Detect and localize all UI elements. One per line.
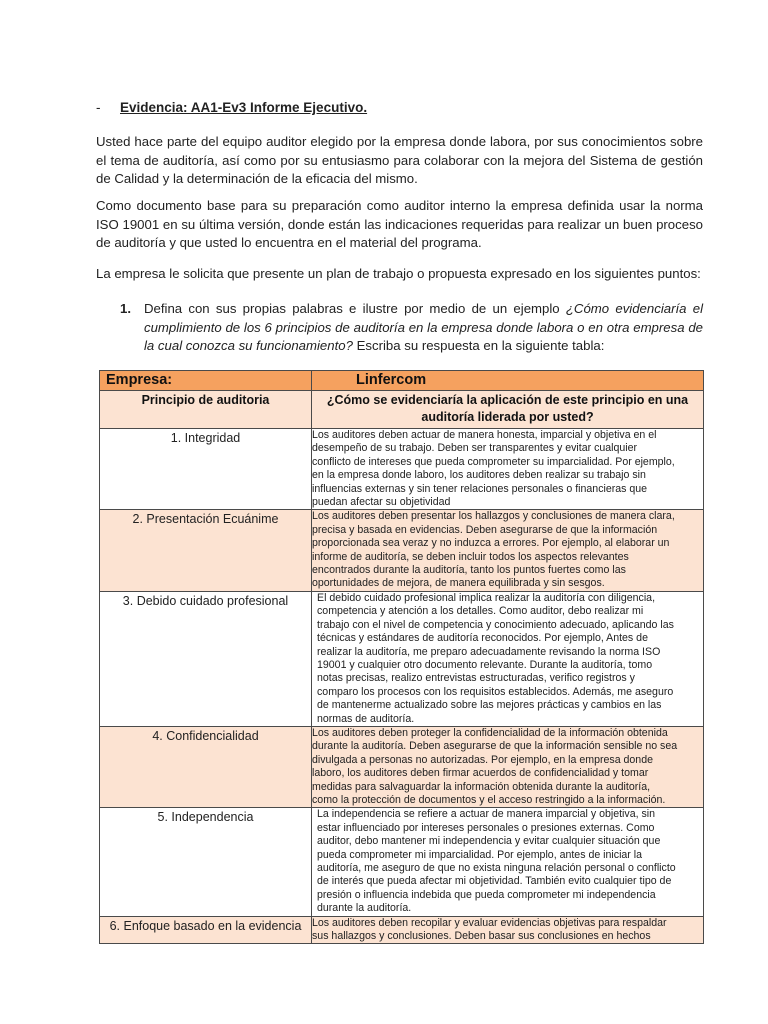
evidence-line: sus hallazgos y conclusiones. Deben basar sus conclusiones en hechos — [312, 930, 651, 943]
evidence-line: normas de auditoría. — [317, 712, 415, 725]
evidence-line: encontrados durante la auditoría, tanto los puntos fuertes como las — [312, 564, 626, 577]
table-row — [100, 429, 704, 510]
company-label: Empresa: — [106, 372, 173, 388]
table-row — [100, 916, 704, 944]
table-row — [100, 591, 704, 726]
table-row — [100, 510, 704, 591]
evidence-line: durante la auditoría. — [317, 902, 412, 915]
evidence-line: de mantenerme actualizado sobre las mejores prácticas y cambios en las — [317, 699, 662, 712]
evidence-cell — [312, 726, 704, 807]
evidence-heading — [96, 99, 367, 117]
evidence-line: competencia y atención a los detalles. Como auditor, debo realizar mi — [317, 605, 644, 618]
evidence-text — [312, 727, 703, 807]
evidence-header-cell — [312, 391, 704, 429]
principle-cell — [100, 591, 312, 726]
evidence-line: laboro, los auditores deben firmar acuerdos de confidencialidad y tomar — [312, 767, 649, 780]
evidence-line: realizar la auditoría, me preparo adecuadamente revisando la norma ISO — [317, 645, 661, 658]
item-text — [144, 300, 703, 356]
evidence-line: puedan afectar su objetividad — [312, 496, 451, 509]
item-lead: Defina con sus propias palabras e ilustre por medio de un ejemplo — [144, 301, 566, 316]
table-row — [100, 726, 704, 807]
evidence-cell — [312, 591, 704, 726]
item-number: 1. — [120, 301, 131, 316]
evidence-line: Los auditores deben proteger la confidencialidad de la información obtenida — [312, 726, 668, 739]
principle-cell — [100, 808, 312, 916]
principle-cell — [100, 726, 312, 807]
evidence-line: conflicto de intereses que pueda comprometer su imparcialidad. Por ejemplo, — [312, 455, 675, 468]
evidence-cell — [312, 429, 704, 510]
numbered-item-1 — [120, 300, 703, 356]
evidence-line: influencias externas y sin tener relaciones personales o financieras que — [312, 482, 648, 495]
principle-name: 6. Enfoque basado en la evidencia — [109, 918, 302, 933]
evidence-line: Los auditores deben actuar de manera honesta, imparcial y objetiva en el — [312, 429, 657, 441]
principle-name: 4. Confidencialidad — [152, 728, 259, 743]
intro-paragraph: Usted hace parte del equipo auditor elegido por la empresa donde labora, por sus conocimientos sobre el tema de auditoría, así como por su entusiasmo para colaborar con la mejora del Sistema de gestión de Calidad y la determinación de la eficacia del mismo. — [96, 134, 703, 186]
company-name: Linfercom — [356, 372, 427, 388]
company-name-cell — [312, 371, 704, 391]
evidence-line: como la protección de documentos y el acceso restringido a la información. — [312, 793, 666, 806]
evidence-line: de interés que pueda afectar mi objetividad. También evito cualquier tipo de — [317, 875, 672, 888]
evidence-line: comparo los procesos con los requisitos establecidos. Además, me aseguro — [317, 685, 674, 698]
item-question: ¿Cómo evidenciaría el cumplimiento de los 6 principios de auditoría en la empresa donde labora o en otra empresa de la cual conozca su funcionamiento? — [144, 301, 703, 353]
principles-table — [99, 370, 704, 944]
principle-name: 2. Presentación Ecuánime — [132, 512, 279, 527]
evidence-line: Los auditores deben presentar los hallazgos y conclusiones de manera clara, — [312, 510, 675, 523]
evidence-cell — [312, 916, 704, 944]
evidence-line: pueda comprometer mi imparcialidad. Por ejemplo, antes de iniciar la — [317, 848, 643, 861]
heading-bullet: - — [96, 100, 101, 115]
evidence-line: durante la auditoría. Deben asegurarse de que la información sensible no sea — [312, 740, 678, 753]
principle-name: 1. Integridad — [170, 431, 241, 445]
table-row — [100, 808, 704, 916]
evidence-line: oportunidades de mejora, de manera equilibrada y sin sesgos. — [312, 577, 605, 590]
evidence-column-header: ¿Cómo se evidenciaría la aplicación de este principio en una auditoría liderada por usted? — [326, 393, 689, 424]
evidence-line: La independencia se refiere a actuar de manera imparcial y objetiva, sin — [317, 808, 656, 821]
evidence-cell — [312, 808, 704, 916]
evidence-line: auditoría, me aseguro de que no exista ninguna relación personal o conflicto — [317, 862, 676, 874]
evidence-text — [312, 808, 703, 915]
principle-cell — [100, 429, 312, 510]
company-label-cell — [100, 371, 312, 391]
principle-column-header: Principio de auditoria — [141, 393, 270, 407]
evidence-line: presión o influencia indebida que pueda comprometer mi independencia — [317, 888, 656, 901]
request-paragraph: La empresa le solicita que presente un plan de trabajo o propuesta expresado en los siguientes puntos: — [96, 266, 701, 281]
evidence-line: 19001 y cualquier otro documento relevante. Durante la auditoría, tomo — [317, 658, 653, 671]
evidence-title: Evidencia: AA1-Ev3 Informe Ejecutivo. — [120, 100, 368, 115]
evidence-line: desempeño de su trabajo. Deben ser transparentes y evitar cualquier — [312, 442, 638, 455]
evidence-text — [312, 510, 703, 590]
principle-header-cell — [100, 391, 312, 429]
principle-name: 5. Independencia — [157, 810, 254, 825]
evidence-line: en la empresa donde laboro, los auditores deben realizar su trabajo sin — [312, 469, 646, 482]
evidence-line: precisa y basada en evidencias. Deben asegurarse de que la información — [312, 523, 658, 536]
evidence-line: técnicas y estándares de auditoría reconocidos. Por ejemplo, Antes de — [317, 632, 648, 645]
item-tail: Escriba su respuesta en la siguiente tabla: — [352, 338, 605, 353]
evidence-line: informe de auditoría, se deben incluir todos los aspectos relevantes — [312, 550, 629, 563]
evidence-line: divulgada a personas no autorizadas. Por ejemplo, en la empresa donde — [312, 753, 653, 766]
evidence-text — [312, 592, 703, 726]
evidence-line: medidas para salvaguardar la información obtenida durante la auditoría, — [312, 780, 651, 793]
evidence-line: notas precisas, realizo entrevistas estructuradas, verifico registros y — [317, 672, 635, 685]
principle-name: 3. Debido cuidado profesional — [122, 593, 289, 608]
base-document-paragraph: Como documento base para su preparación como auditor interno la empresa definida usar la norma ISO 19001 en su última versión, donde están las indicaciones requeridas para realizar un buen proceso de auditoría y que usted lo encuentra en el material del programa. — [96, 198, 703, 250]
column-header-row — [100, 391, 704, 429]
principle-cell — [100, 916, 312, 944]
evidence-text — [312, 917, 703, 944]
evidence-text — [312, 429, 703, 509]
evidence-line: estar influenciado por intereses personales o presiones externas. Como — [317, 821, 655, 834]
principle-cell — [100, 510, 312, 591]
evidence-line: Los auditores deben recopilar y evaluar evidencias objetivas para respaldar — [312, 916, 667, 929]
evidence-line: proporcionada sea veraz y no induzca a errores. Por ejemplo, al elaborar un — [312, 537, 670, 550]
evidence-line: auditor, debo mantener mi independencia y evitar cualquier situación que — [317, 835, 661, 848]
company-row — [100, 371, 704, 391]
evidence-cell — [312, 510, 704, 591]
evidence-line: El debido cuidado profesional implica realizar la auditoría con diligencia, — [317, 591, 656, 604]
evidence-line: trabajo con el nivel de competencia y conocimiento adecuado, aplicando las — [317, 618, 674, 631]
